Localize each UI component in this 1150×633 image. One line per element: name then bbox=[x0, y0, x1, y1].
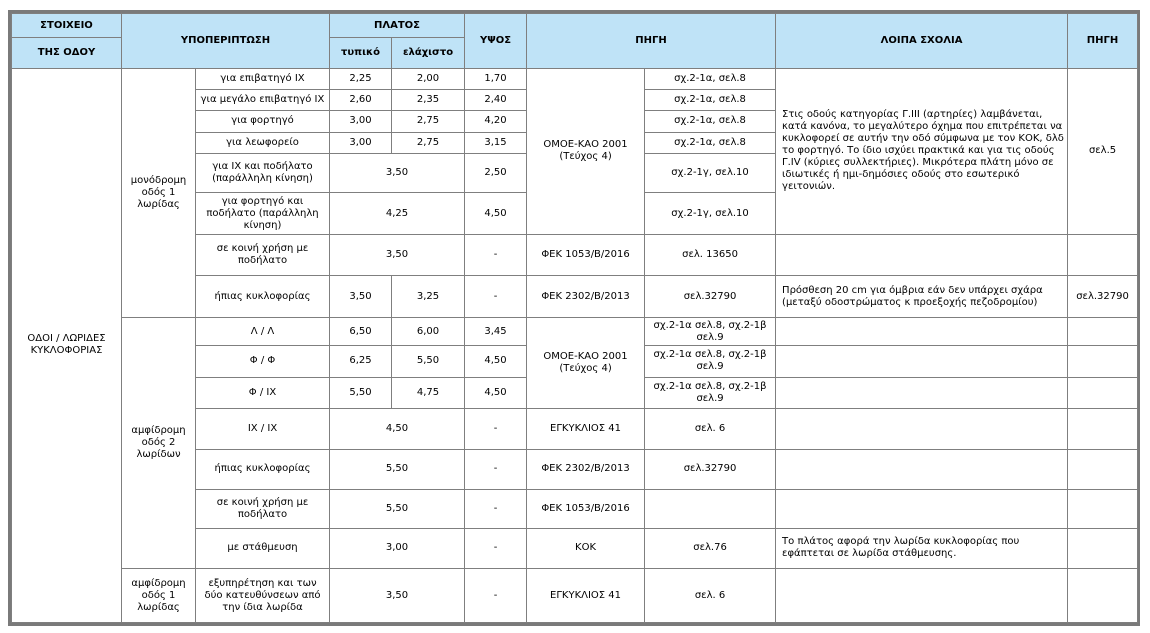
height-cell: 4,50 bbox=[465, 193, 527, 235]
height-cell: 2,40 bbox=[465, 89, 527, 110]
page-cell: σελ. 13650 bbox=[645, 234, 776, 276]
source-cell: ΦΕΚ 2302/Β/2013 bbox=[527, 449, 645, 490]
width-cell: 3,00 bbox=[330, 528, 465, 569]
page-cell bbox=[645, 490, 776, 529]
table-row bbox=[12, 68, 1138, 89]
height-cell: - bbox=[465, 528, 527, 569]
page-cell: σελ. 6 bbox=[645, 569, 776, 623]
typical-cell: 3,00 bbox=[330, 132, 392, 153]
header-subcase: ΥΠΟΠΕΡΙΠΤΩΣΗ bbox=[122, 14, 330, 69]
height-cell: - bbox=[465, 569, 527, 623]
subcase-cell: σε κοινή χρήση με ποδήλατο bbox=[196, 490, 330, 529]
subcase-cell: ήπιας κυκλοφορίας bbox=[196, 449, 330, 490]
source-cell: ΦΕΚ 2302/Β/2013 bbox=[527, 276, 645, 318]
header-element-line2: ΤΗΣ ΟΔΟΥ bbox=[12, 38, 122, 68]
page-cell: σχ.2-1γ, σελ.10 bbox=[645, 153, 776, 193]
width-cell: 5,50 bbox=[330, 449, 465, 490]
source-omoe-2: ΟΜΟΕ-ΚΑΟ 2001 (Τεύχος 4) bbox=[527, 317, 645, 408]
typical-cell: 6,50 bbox=[330, 317, 392, 345]
page-cell: σελ.76 bbox=[645, 528, 776, 569]
page-cell: σχ.2-1α, σελ.8 bbox=[645, 132, 776, 153]
subcase-cell: για μεγάλο επιβατηγό ΙΧ bbox=[196, 89, 330, 110]
width-cell: 4,50 bbox=[330, 409, 465, 450]
source2-cell bbox=[1068, 490, 1138, 529]
subcase-cell: Φ / ΙΧ bbox=[196, 377, 330, 408]
note-cell: Το πλάτος αφορά την λωρίδα κυκλοφορίας που εφάπτεται σε λωρίδα στάθμευσης. bbox=[776, 528, 1068, 569]
page-cell: σελ. 6 bbox=[645, 409, 776, 450]
typical-cell: 5,50 bbox=[330, 377, 392, 408]
header-minimum: ελάχιστο bbox=[392, 38, 465, 68]
minimum-cell: 2,00 bbox=[392, 68, 465, 89]
page-cell: σελ.32790 bbox=[645, 449, 776, 490]
page-cell: σχ.2-1γ, σελ.10 bbox=[645, 193, 776, 235]
note-cell bbox=[776, 377, 1068, 408]
header-source-2: ΠΗΓΗ bbox=[1068, 14, 1138, 69]
height-cell: - bbox=[465, 234, 527, 276]
subcase-cell: για φορτηγό και ποδήλατο (παράλληλη κίνηση) bbox=[196, 193, 330, 235]
header-element-line1: ΣΤΟΙΧΕΙΟ bbox=[12, 14, 122, 38]
height-cell: - bbox=[465, 276, 527, 318]
subcase-cell: εξυπηρέτηση και των δύο κατευθύνσεων από την ίδια λωρίδα bbox=[196, 569, 330, 623]
page-cell: σχ.2-1α, σελ.8 bbox=[645, 68, 776, 89]
source-cell: ΦΕΚ 1053/Β/2016 bbox=[527, 490, 645, 529]
source-cell: ΕΓΚΥΚΛΙΟΣ 41 bbox=[527, 409, 645, 450]
height-cell: 3,15 bbox=[465, 132, 527, 153]
source2-cell bbox=[1068, 317, 1138, 345]
table-frame bbox=[8, 10, 1140, 626]
subcase-cell: για ΙΧ και ποδήλατο (παράλληλη κίνηση) bbox=[196, 153, 330, 193]
source2-cell bbox=[1068, 234, 1138, 276]
subcase-cell: για λεωφορείο bbox=[196, 132, 330, 153]
typical-cell: 2,60 bbox=[330, 89, 392, 110]
minimum-cell: 2,75 bbox=[392, 132, 465, 153]
source-omoe-1: ΟΜΟΕ-ΚΑΟ 2001 (Τεύχος 4) bbox=[527, 68, 645, 234]
source-cell: ΕΓΚΥΚΛΙΟΣ 41 bbox=[527, 569, 645, 623]
subcase-cell: ήπιας κυκλοφορίας bbox=[196, 276, 330, 318]
note-cell bbox=[776, 234, 1068, 276]
source2-cell bbox=[1068, 377, 1138, 408]
width-cell: 3,50 bbox=[330, 569, 465, 623]
group-two-way: αμφίδρομη οδός 2 λωρίδων bbox=[122, 317, 196, 568]
height-cell: - bbox=[465, 490, 527, 529]
source-cell: ΚΟΚ bbox=[527, 528, 645, 569]
source2-cell bbox=[1068, 449, 1138, 490]
header-typical: τυπικό bbox=[330, 38, 392, 68]
subcase-cell: με στάθμευση bbox=[196, 528, 330, 569]
minimum-cell: 3,25 bbox=[392, 276, 465, 318]
minimum-cell: 5,50 bbox=[392, 346, 465, 377]
note-big-source: σελ.5 bbox=[1068, 68, 1138, 234]
page-cell: σχ.2-1α, σελ.8 bbox=[645, 89, 776, 110]
minimum-cell: 4,75 bbox=[392, 377, 465, 408]
height-cell: 1,70 bbox=[465, 68, 527, 89]
source2-cell bbox=[1068, 346, 1138, 377]
height-cell: - bbox=[465, 409, 527, 450]
height-cell: 4,50 bbox=[465, 346, 527, 377]
note-cell bbox=[776, 409, 1068, 450]
typical-cell: 2,25 bbox=[330, 68, 392, 89]
minimum-cell: 2,35 bbox=[392, 89, 465, 110]
source2-cell bbox=[1068, 528, 1138, 569]
source2-cell: σελ.32790 bbox=[1068, 276, 1138, 318]
source-cell: ΦΕΚ 1053/Β/2016 bbox=[527, 234, 645, 276]
width-cell: 3,50 bbox=[330, 234, 465, 276]
element-cell: ΟΔΟΙ / ΛΩΡΙΔΕΣ ΚΥΚΛΟΦΟΡΙΑΣ bbox=[12, 68, 122, 622]
page-cell: σχ.2-1α σελ.8, σχ.2-1β σελ.9 bbox=[645, 377, 776, 408]
page-cell: σχ.2-1α σελ.8, σχ.2-1β σελ.9 bbox=[645, 317, 776, 345]
height-cell: 4,50 bbox=[465, 377, 527, 408]
minimum-cell: 2,75 bbox=[392, 111, 465, 132]
width-cell: 5,50 bbox=[330, 490, 465, 529]
subcase-cell: σε κοινή χρήση με ποδήλατο bbox=[196, 234, 330, 276]
note-cell bbox=[776, 346, 1068, 377]
page-cell: σχ.2-1α σελ.8, σχ.2-1β σελ.9 bbox=[645, 346, 776, 377]
note-cell: Πρόσθεση 20 cm για όμβρια εάν δεν υπάρχει σχάρα (μεταξύ οδοστρώματος κ προεξοχής πεζοδρομίου) bbox=[776, 276, 1068, 318]
note-cell bbox=[776, 490, 1068, 529]
note-cell bbox=[776, 317, 1068, 345]
height-cell: 2,50 bbox=[465, 153, 527, 193]
subcase-cell: για φορτηγό bbox=[196, 111, 330, 132]
subcase-cell: Φ / Φ bbox=[196, 346, 330, 377]
header-width: ΠΛΑΤΟΣ bbox=[330, 14, 465, 38]
typical-cell: 3,00 bbox=[330, 111, 392, 132]
group-one-way: μονόδρομη οδός 1 λωρίδας bbox=[122, 68, 196, 317]
height-cell: - bbox=[465, 449, 527, 490]
subcase-cell: ΙΧ / ΙΧ bbox=[196, 409, 330, 450]
source2-cell bbox=[1068, 409, 1138, 450]
subcase-cell: Λ / Λ bbox=[196, 317, 330, 345]
minimum-cell: 6,00 bbox=[392, 317, 465, 345]
page-cell: σελ.32790 bbox=[645, 276, 776, 318]
road-lane-widths-table bbox=[11, 13, 1138, 623]
source2-cell bbox=[1068, 569, 1138, 623]
height-cell: 3,45 bbox=[465, 317, 527, 345]
height-cell: 4,20 bbox=[465, 111, 527, 132]
note-cell bbox=[776, 449, 1068, 490]
note-big: Στις οδούς κατηγορίας Γ.ΙΙΙ (αρτηρίες) λαμβάνεται, κατά κανόνα, το μεγαλύτερο όχημα που επιτρέπεται να κυκλοφορεί σε αυτήν την οδό σύμφωνα με τον ΚΟΚ, δλδ το φορτηγό. Το ίδιο ισχύει πρακτικά και για τις οδούς Γ.IV (κύριες συλλεκτήριες). Μικρότερα πλάτη μόνο σε ιδιωτικές ή ημι-δημόσιες οδούς στο εσωτερικό γειτονιών. bbox=[776, 68, 1068, 234]
page-cell: σχ.2-1α, σελ.8 bbox=[645, 111, 776, 132]
width-cell: 4,25 bbox=[330, 193, 465, 235]
header-row-1 bbox=[12, 14, 1138, 38]
header-other-notes: ΛΟΙΠΑ ΣΧΟΛΙΑ bbox=[776, 14, 1068, 69]
note-cell bbox=[776, 569, 1068, 623]
table-row bbox=[12, 569, 1138, 623]
table-row bbox=[12, 317, 1138, 345]
typical-cell: 3,50 bbox=[330, 276, 392, 318]
header-height: ΥΨΟΣ bbox=[465, 14, 527, 69]
typical-cell: 6,25 bbox=[330, 346, 392, 377]
subcase-cell: για επιβατηγό ΙΧ bbox=[196, 68, 330, 89]
group-two-way-one-lane: αμφίδρομη οδός 1 λωρίδας bbox=[122, 569, 196, 623]
header-source: ΠΗΓΗ bbox=[527, 14, 776, 69]
width-cell: 3,50 bbox=[330, 153, 465, 193]
